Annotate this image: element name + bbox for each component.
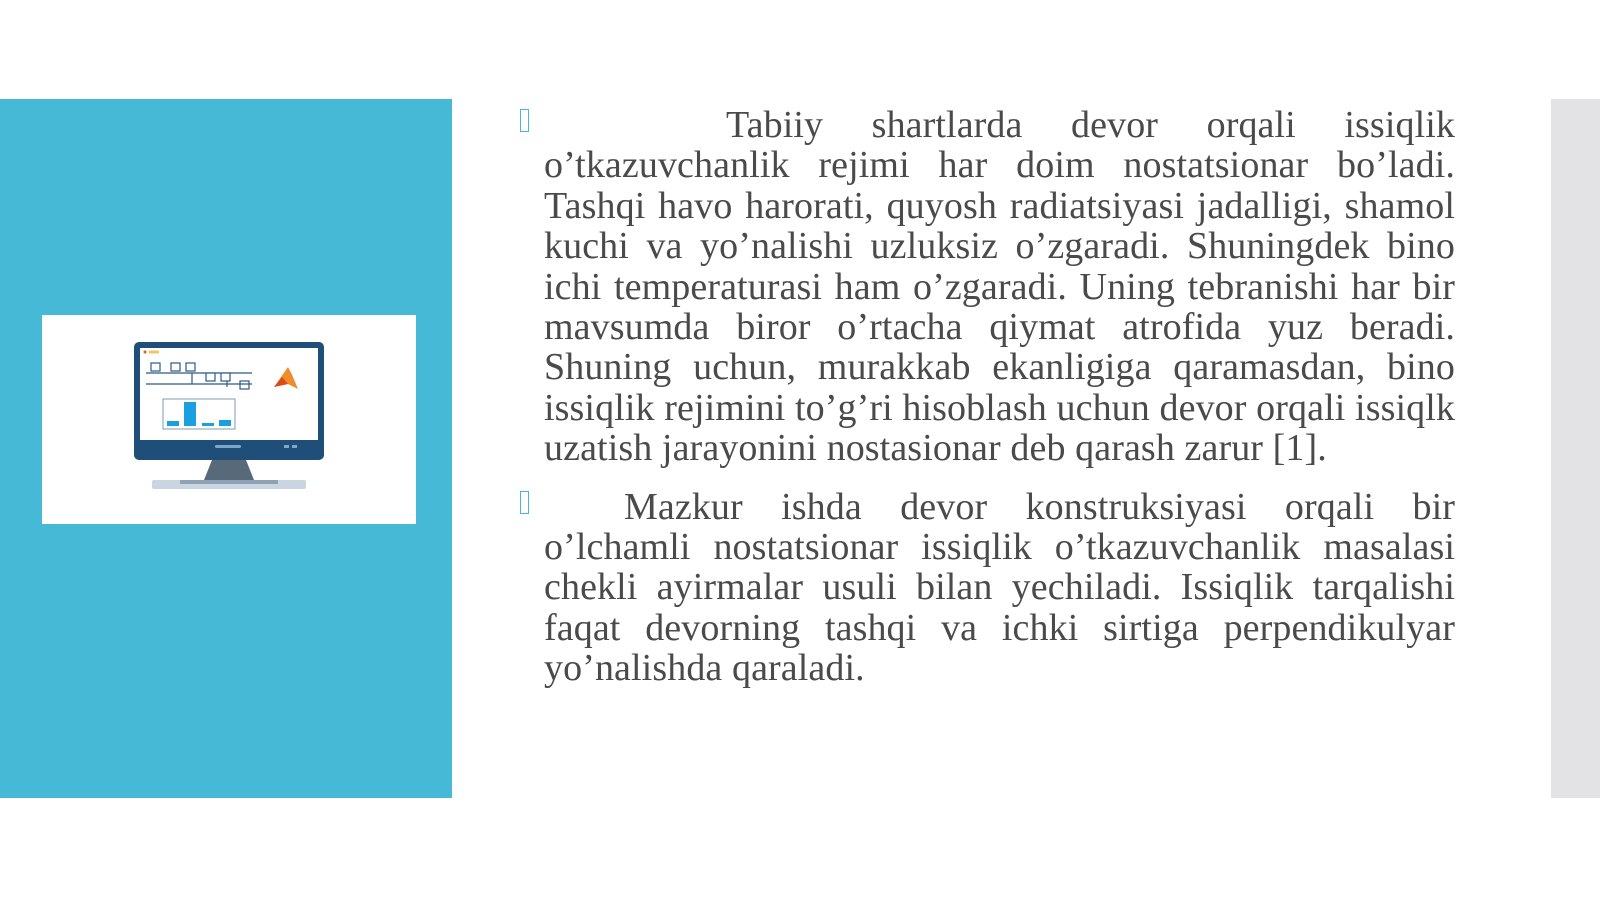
monitor-icon xyxy=(42,315,416,524)
image-panel xyxy=(0,99,452,798)
illustration-card xyxy=(42,315,416,524)
paragraph-text: Mazkur ishda devor konstruksiyasi orqali bir o’lchamli nostatsionar issiqlik o’tkazuvchanlik masalasi chekli ayirmalar usuli bilan yechiladi. Issiqlik tarqalishi faqat devorning tashqi va ichki sirtiga perpendikulyar yo’nalishda qaraladi. xyxy=(544,485,1455,690)
paragraph-text: Tabiiy shartlarda devor orqali issiqlik o’tkazuvchanlik rejimi har doim nostatsionar bo’ladi. Tashqi havo harorati, quyosh radiatsiyasi jadalligi, shamol kuchi va yo’nalishi uzluksiz o’zgaradi. Shuningdek bino ichi temperaturasi ham o’zgaradi. Uning tebranishi har bir mavsumda biror o’rtacha qiymat atrofida yuz beradi. Shuning uchun, murakkab ekanligiga qaramasdan, bino issiqlik rejimini to’g’ri hisoblash uchun devor orqali issiqlk uzatish jarayonini nostasionar deb qarash zarur [1]. xyxy=(544,104,1455,470)
paragraph-1 xyxy=(520,105,1455,469)
slide-body xyxy=(520,105,1455,689)
bullet-icon xyxy=(520,491,529,514)
paragraph-2 xyxy=(520,487,1455,689)
bullet-icon xyxy=(520,109,529,132)
decorative-sidebar xyxy=(1551,99,1600,798)
